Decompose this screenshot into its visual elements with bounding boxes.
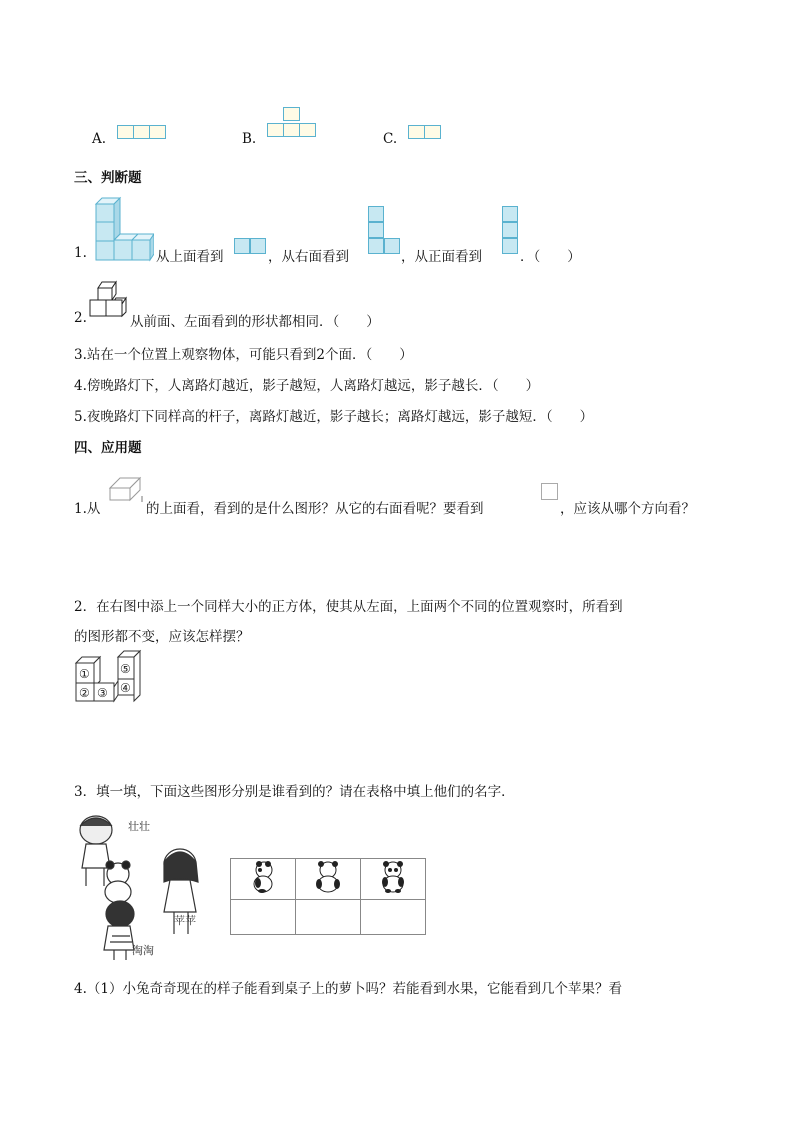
s4-q1-num: 1.从 (74, 501, 101, 517)
s3-q5: 5.夜晚路灯下同样高的杆子，离路灯越近，影子越长；离路灯越远，影子越短．（ ） (74, 409, 594, 425)
name-taotao: 淘淘 (132, 944, 154, 957)
s3-q2-text: 从前面、左面看到的形状都相同．（ ） (130, 314, 380, 330)
numbered-cubes-figure (74, 649, 144, 705)
s4-q1-part1: 的上面看，看到的是什么图形？从它的右面看呢？要看到 (146, 501, 484, 517)
s4-q4: 4.（1）小兔奇奇现在的样子能看到桌子上的萝卜吗？若能看到水果，它能看到几个苹果？看 (74, 981, 622, 997)
option-a-label: A. (92, 131, 107, 147)
name-zhuangzhuang: 壮壮 (128, 820, 150, 833)
section3-heading: 三、判断题 (74, 170, 142, 186)
s4-q3: 3．填一填，下面这些图形分别是谁看到的？请在表格中填上他们的名字． (74, 784, 515, 800)
name-pingping: 苹苹 (174, 914, 196, 927)
s3-q1-part4: ．（ ） (520, 249, 581, 265)
panda-row (231, 859, 426, 900)
option-b-label: B. (242, 131, 257, 147)
cube-label-5: ⑤ (120, 662, 131, 676)
s3-q1-part1: 从上面看到 (156, 249, 224, 265)
s3-q1-part3: ，从正面看到 (401, 249, 482, 265)
s3-q1-part2: ，从右面看到 (268, 249, 349, 265)
s3-q1-num: 1. (74, 245, 87, 261)
option-c-label: C. (383, 131, 398, 147)
panda-side-icon (248, 860, 278, 894)
answer-row (231, 900, 426, 935)
answer-cell-2[interactable] (296, 900, 361, 935)
panda-front-icon (378, 860, 408, 894)
cube-label-1: ① (79, 667, 90, 681)
cuboid-figure (108, 474, 144, 504)
s4-q1-part2: ，应该从哪个方向看？ (560, 501, 695, 517)
children-illustration (72, 812, 222, 960)
cube-label-2: ② (79, 686, 90, 700)
s3-q3: 3.站在一个位置上观察物体，可能只看到2个面．（ ） (74, 347, 413, 363)
panda-view-side (231, 859, 296, 900)
square-view-figure (541, 483, 558, 500)
l-shape-cubes-figure (94, 196, 154, 262)
s3-q4: 4.傍晚路灯下，人离路灯越近，影子越短，人离路灯越远，影子越长．（ ） (74, 378, 540, 394)
answer-cell-1[interactable] (231, 900, 296, 935)
s4-q2-line1: 2．在右图中添上一个同样大小的正方体，使其从左面，上面两个不同的位置观察时，所看到 (74, 599, 623, 615)
s4-q2-line2: 的图形都不变，应该怎样摆？ (74, 629, 250, 645)
cube-label-3: ③ (97, 686, 108, 700)
cube-label-4: ④ (120, 681, 131, 695)
answer-table (230, 858, 426, 935)
s3-q2-num: 2. (74, 310, 87, 326)
answer-cell-3[interactable] (361, 900, 426, 935)
small-cubes-figure (88, 280, 128, 320)
panda-view-front (361, 859, 426, 900)
section4-heading: 四、应用题 (74, 440, 142, 456)
panda-back-icon (313, 860, 343, 894)
panda-view-back (296, 859, 361, 900)
